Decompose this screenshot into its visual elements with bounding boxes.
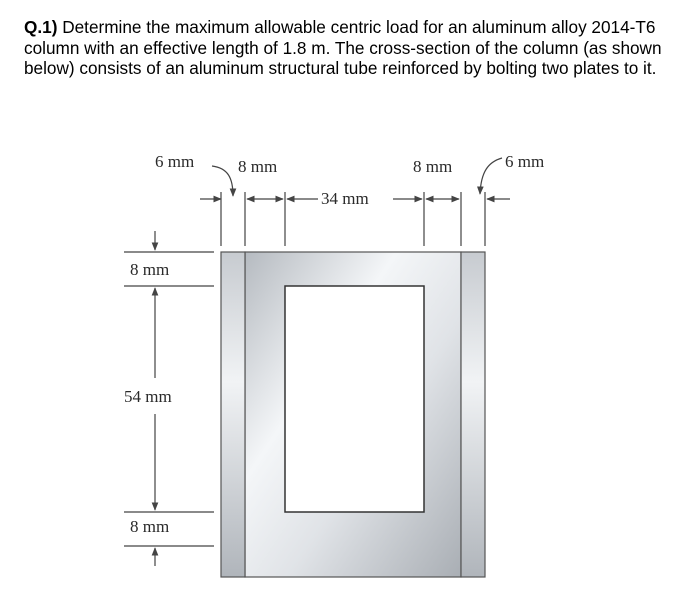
dim-top-flange: 8 mm bbox=[130, 260, 170, 279]
right-plate bbox=[461, 252, 485, 577]
tube-hollow bbox=[285, 286, 424, 512]
dim-right-wall: 8 mm bbox=[413, 157, 453, 176]
question-body: Determine the maximum allowable centric load for an aluminum alloy 2014-T6 column with an effective length of 1.8 m. The cross-section of the column (as shown below) consists of an aluminum structural tube reinforced by bolting two plates to it. bbox=[24, 17, 662, 78]
dim-right-plate: 6 mm bbox=[505, 152, 545, 171]
left-plate bbox=[221, 252, 245, 577]
dim-left-plate: 6 mm bbox=[155, 152, 195, 171]
dim-inner-width: 34 mm bbox=[321, 189, 369, 208]
dim-bottom-flange: 8 mm bbox=[130, 517, 170, 536]
dim-left-wall: 8 mm bbox=[238, 157, 278, 176]
question-number: Q.1) bbox=[24, 17, 58, 37]
dim-inner-height: 54 mm bbox=[124, 387, 172, 406]
